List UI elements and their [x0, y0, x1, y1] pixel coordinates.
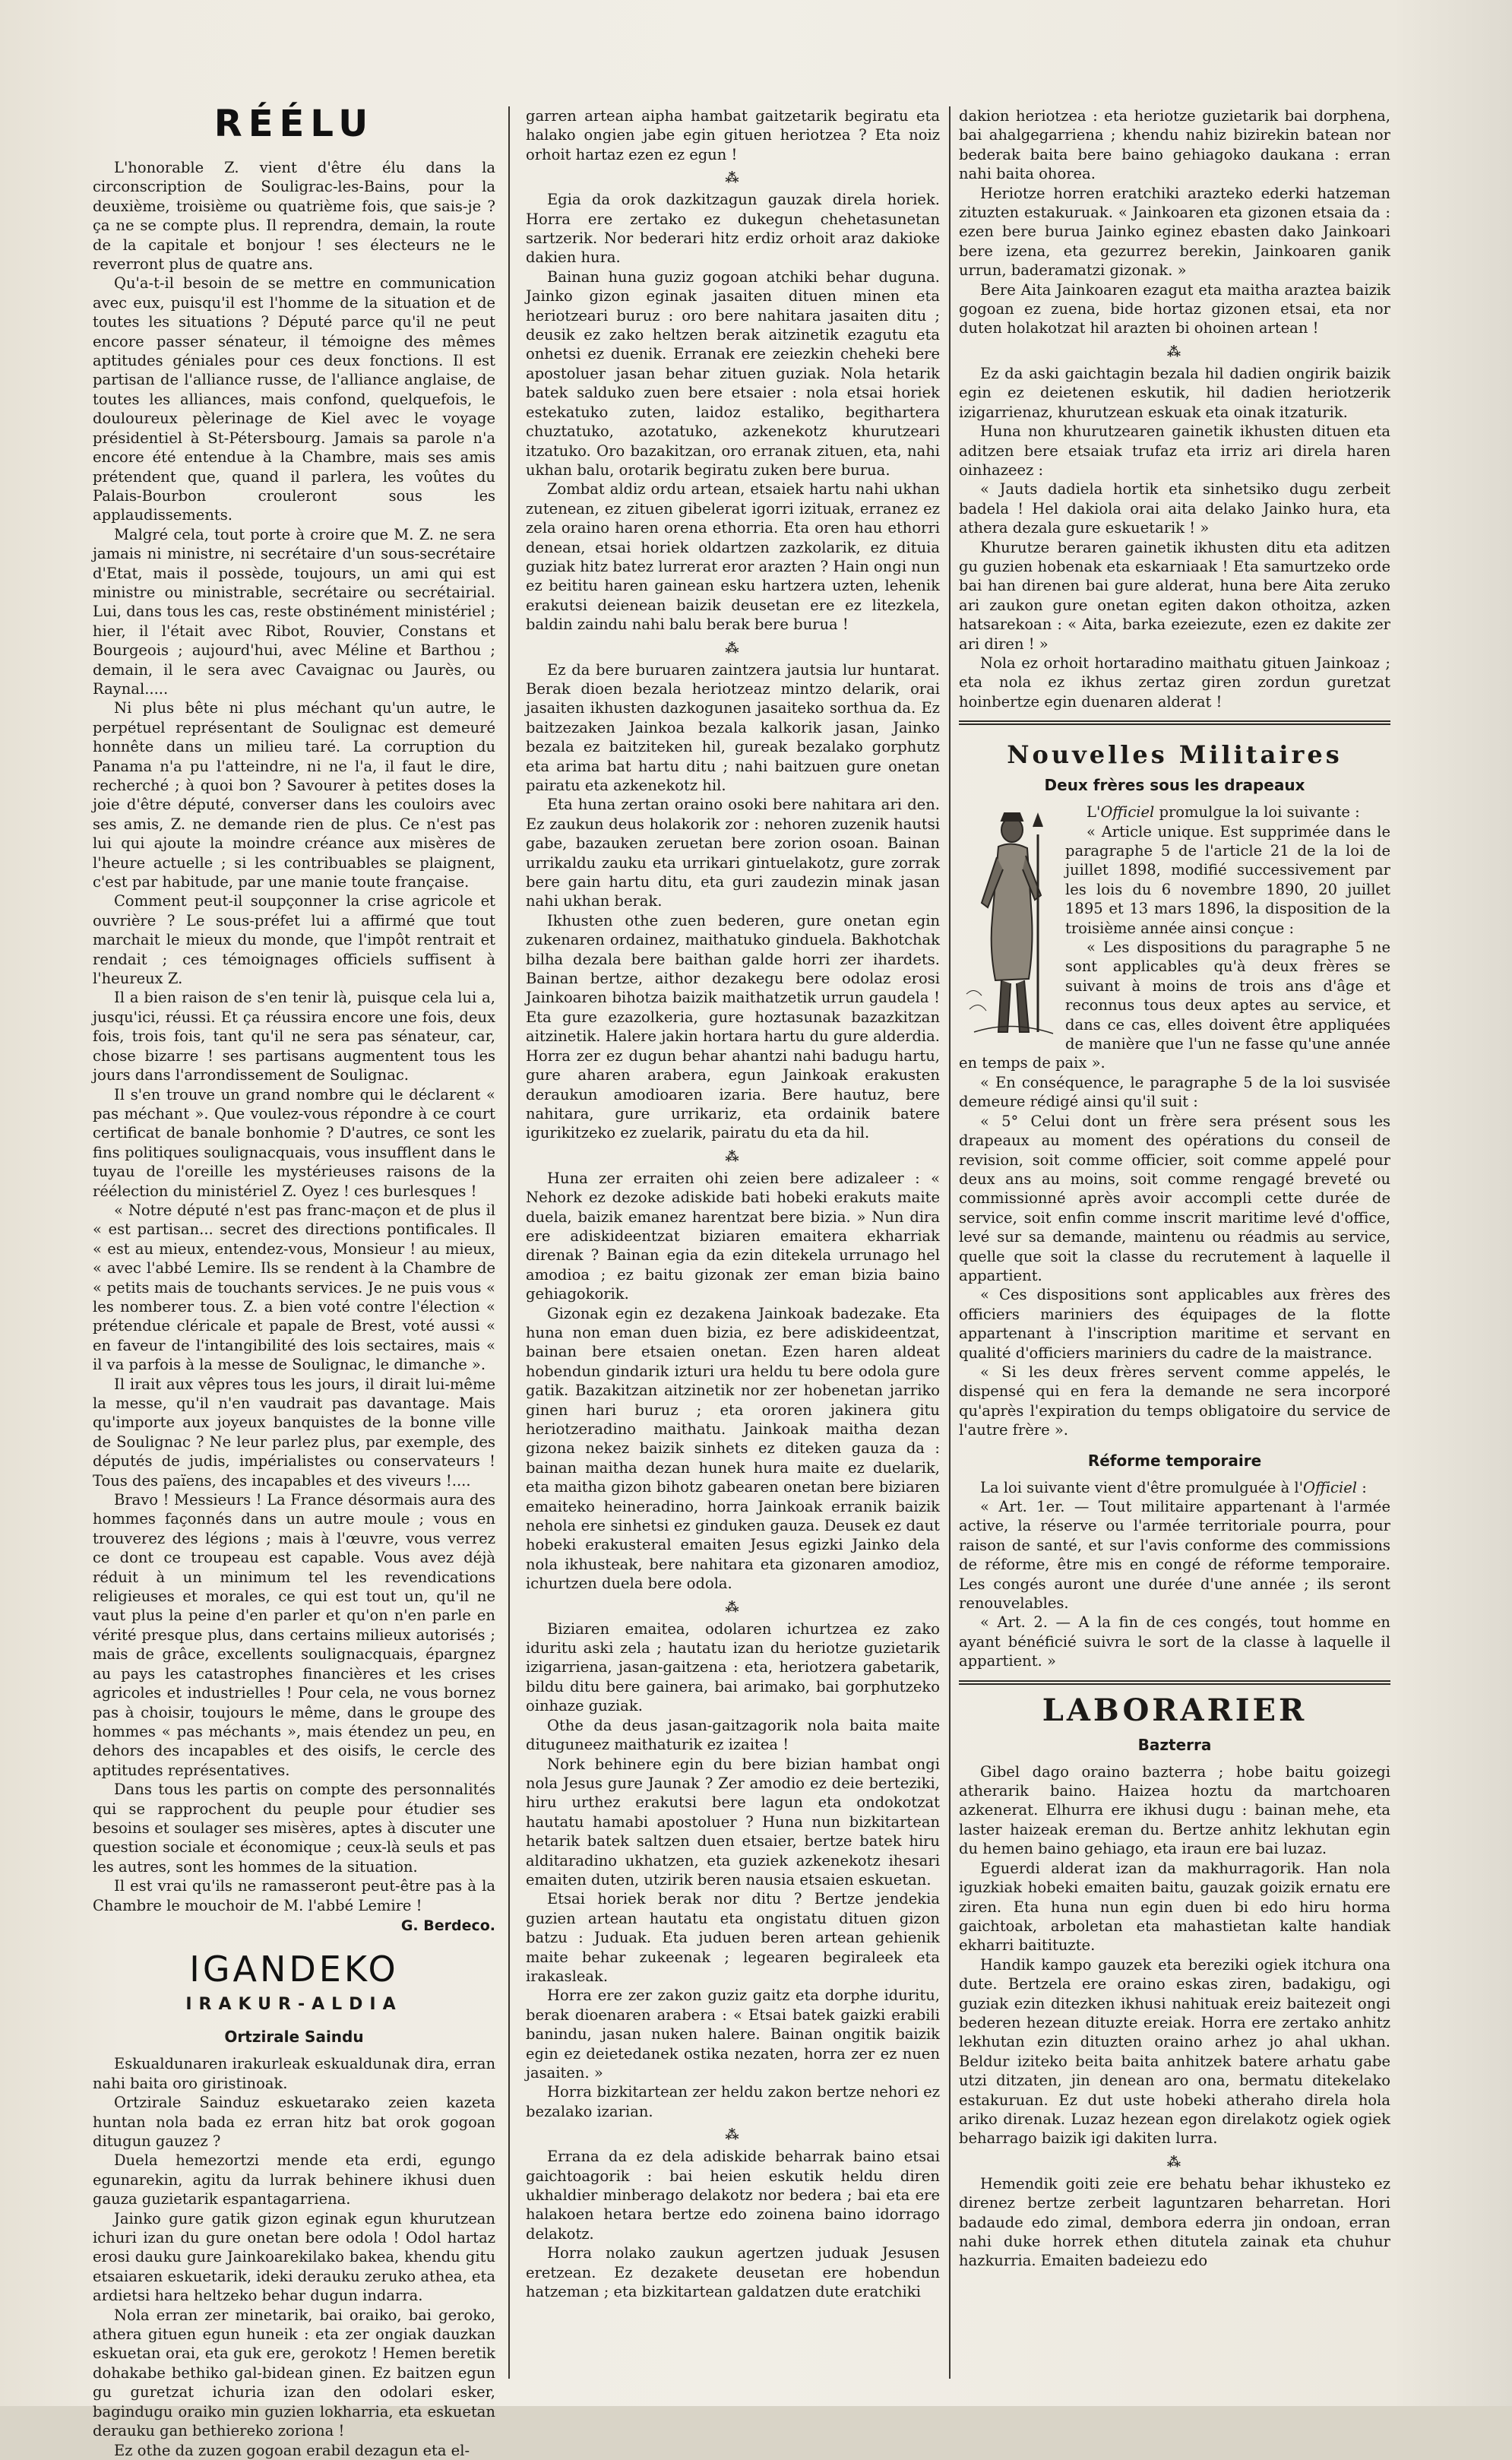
article-paragraph: [959, 1478, 1390, 1497]
reelu-headline: RÉÉLU: [214, 103, 375, 145]
column-rule-left: [508, 106, 510, 2379]
article-paragraph: Errana da ez dela adiskide beharrak baino etsai gaichtoagorik : bai heien eskutik heldu diren ukhaldier minberago delakotz nor bedera ; bai eta ere halakoen hetara bertze edo zoinena baino idorrago delakotz.: [526, 2148, 940, 2243]
article-paragraph: Ortzirale Sainduz eskuetarako zeien kazeta huntan nola bada ez erran hitz bat orok gogoan ditugun gauzez ?: [93, 2094, 495, 2150]
article-paragraph: Bainan huna guziz gogoan atchiki behar duguna. Jainko gizon eginak jasaiten dituen minen eta heriotzeari buruz : oro bere nahitara jasaiten ditu ; deusik ez zako heltzen berak aitzinetik ezagutu eta onhetsi ez duenik. Erranak ere zeiezkin cheheki bere apostoluer jasan behar zituen guziak. Nola hetarik batek salduko zuen bere etsaier : nola etsai horiek estekatuko zuten, laidoz estaliko, begithartera chuztatuko, azotatuko, azkenekotz khurutzeari itzatuko. Oro bazakitzan, oro erranak zituen, eta, nahi ukhan balu, orotarik begiratu zuken bere burua.: [526, 268, 940, 479]
article-paragraph: Malgré cela, tout porte à croire que M. Z. ne sera jamais ni ministre, ni secrétaire d'un sous-secrétaire d'Etat, mais il possède, toujours, un ami qui est ministre ou ministrable, secrétaire ou secrétairial. Lui, dans tous les cas, reste obstinément ministériel ; hier, il l'était avec Ribot, Rouvier, Constans et Bourgeois ; aujourd'hui, avec Méline et Barthou ; demain, il le sera avec Cavaignac ou Jaurès, ou Raynal.....: [93, 525, 495, 698]
asterism-divider: ⁂: [725, 1599, 741, 1616]
article-paragraph: Nola ez orhoit hortaradino maithatu gituen Jainkoaz ; eta nola ez ikhus zertaz giren zordun guretzat hoinbertze egin duenaren alderat !: [959, 654, 1390, 711]
asterism-divider: ⁂: [725, 1148, 741, 1165]
reelu-article: [93, 158, 495, 1936]
irakur-aldia-headline: IRAKUR-ALDIA: [185, 1995, 403, 2015]
asterism-divider: ⁂: [725, 640, 741, 657]
article-paragraph: Qu'a-t-il besoin de se mettre en communication avec eux, puisqu'il est l'homme de la situation et de toutes les situations ? Député parce qu'il ne peut encore passer sénateur, il témoigne des mêmes aptitudes géniales pour ces deux fonctions. Il est partisan de l'alliance russe, de l'alliance anglaise, de toutes les alliances, mais confond, quelquefois, le douloureux pèlerinage de Kiel avec le voyage présidentiel à St-Pétersbourg. Jamais sa parole n'a encore été entendue à la Chambre, mais ses amis prétendent que, quand il parlera, les voûtes du Palais-Bourbon crouleront sous les applaudissements.: [93, 274, 495, 524]
laborarier-headline: LABORARIER: [1042, 1692, 1308, 1728]
article-paragraph: « Si les deux frères servent comme appelés, le dispensé qui en fera la demande ne sera incorporé qu'après l'expiration du temps obligatoire du service de l'autre frère ».: [959, 1363, 1390, 1439]
intro-journal-name: Officiel: [1303, 1478, 1357, 1496]
article-paragraph: Horra ere zer zakon guziz gaitz eta dorphe iduritu, berak dioenaren arabera : « Etsai batek gaizki erabili banindu, jasan nuken halere. Bainan ongitik baizik egin ez deietedanek ostika nezaten, horra zer ez nuen jasaiten. »: [526, 1987, 940, 2082]
article-paragraph: « Notre député n'est pas franc-maçon et de plus il « est partisan... secret des directions pontificales. Il « est au mieux, entendez-vous, Monsieur ! au mieux, « avec l'abbé Lemire. Ils se rendent à la Chambre de « petits mais de touchants services. Je ne puis vous « les nomberer tous. Z. a bien voté contre l'élection « prétendue cléricale et papale de Brest, voté aussi « en faveur de l'intangibilité des lois sectaires, mais « il va parfois à la messe de Soulignac, le dimanche ».: [93, 1201, 495, 1374]
article-paragraph: Ni plus bête ni plus méchant qu'un autre, le perpétuel représentant de Soulignac est demeuré honnête dans un milieu taré. La corruption du Panama n'a pu l'atteindre, ni ne l'a, il faut le dire, recherché ; à quoi bon ? Savourer à petites doses la joie d'être député, converser dans les couloirs avec ses amis, Z. ne demande rien de plus. Ce n'est pas lui qui ajoute la moindre créance aux misères de l'heure actuelle ; si les contribuables se plaignent, c'est par habitude, par une manie toute française.: [93, 699, 495, 891]
intro-text: promulgue la loi suivante :: [1154, 803, 1360, 822]
article-paragraph: garren artean aipha hambat gaitzetarik begiratu eta halako ongien jabe egin gituen heriotzea ? Eta noiz orhoit hartaz ezen ez egun !: [526, 107, 940, 163]
article-paragraph: Huna zer erraiten ohi zeien bere adizaleer : « Nehork ez dezoke adiskide bati hobeki erakuts maite duela, baizik emanez harentzat bere bizia. » Nun dira ere adiskideentzat biziaren emaitera ekharriak direnak ? Bainan egia da ezin ditekela urrunago hel amodioa ; ez baitu gizonak zer eman bizia baino gehiagokorik.: [526, 1169, 940, 1303]
article-paragraph: « Les dispositions du paragraphe 5 ne sont applicables qu'à deux frères se suivant à moins de trois ans d'âge et reconnus tous deux aptes au service, et dans ce cas, elles doivent être appliquées de manière que l'un ne fasse qu'une année en temps de paix ».: [959, 939, 1390, 1072]
article-paragraph: Khurutze beraren gainetik ikhusten ditu eta aditzen gu guzien hobenak eta eskarniaak ! Eta samurtzeko orde bai han direnen bai gure alderat, huna bere Aita zeruko ari zaukon gure onetan egiten dakon othoitza, azken hatsarekoan : « Aita, barka ezeiezute, ezen ez dakite zer ari diren ! »: [959, 538, 1390, 653]
article-paragraph: Gibel dago oraino bazterra ; hobe baitu goizegi atherarik baino. Haizea hoztu da martchoaren azkenerat. Elhurra ere ikhusi dugu : bainan mehe, eta laster haizeak ereman du. Bertze anhitz lekhutan egin du hemen baino gehiago, eta iraun ere bai luzaz.: [959, 1762, 1390, 1858]
column-rule-right: [949, 106, 951, 2379]
column-right: [959, 106, 1390, 2386]
article-signature: G. Berdeco.: [400, 1917, 495, 1934]
asterism-divider: ⁂: [725, 2127, 741, 2144]
article-paragraph: Horra bizkitartean zer heldu zakon bertze nehori ez bezalako izarian.: [526, 2083, 940, 2120]
deux-freres-subhead: Deux frères sous les drapeaux: [1044, 776, 1305, 795]
article-paragraph: « 5° Celui dont un frère sera présent sous les drapeaux au moment des opérations du conseil de revision, soit comme officier, soit comme appelé pour deux ans au moins, soit comme rengagé breveté ou commissionné après avoir accompli cette durée de service, soit enfin comme inscrit maritime levé d'office, levé sur sa demande, maintenu ou réadmis au service, quelle que soit la classe du recrutement à laquelle il appartient.: [959, 1112, 1390, 1284]
article-paragraph: Dans tous les partis on compte des personnalités qui se rapprochent du peuple pour étudier ses besoins et soulager ses misères, aptes à discuter une question sociale et économique ; ceux-là seuls et pas les autres, sont les hommes de la situation.: [93, 1781, 495, 1876]
article-paragraph: Ikhusten othe zuen bederen, gure onetan egin zukenaren ordainez, maithatuko ginduela. Bakhotchak bilha dezala bere baithan galde horri zer ihardets. Bainan bertze, aithor dezakegu bere odolaz erosi Jainkoaren bihotza baizik maithatzetik urrun gaudela ! Eta gure ezazolkeria, gure hoztasunak bazazkitzan aitzinetik. Halere jakin hortara hartu du gure alderdia. Horra zer ez dugun behar ahantzi nahi badugu hartu, gure aharen arabera, egun Jainkoak erakusten deraukun amodioaren izaria. Bere hautuz, bere nahitara, gure urrikariz, eta ordainik batere igurikitzeko ez zuelarik, pairatu du eta da hil.: [526, 911, 940, 1142]
igandeko-headline: IGANDEKO: [189, 1949, 399, 1990]
article-paragraph: Bere Aita Jainkoaren ezagut eta maitha araztea baizik gogoan ez zuena, bide hortaz gizonen etsai, eta nor duten holakotzat hil arazten bi ohoinen artean !: [959, 280, 1390, 337]
article-paragraph: Ez othe da zuzen gogoan erabil dezagun eta el-: [114, 2441, 470, 2459]
asterism-divider: ⁂: [1166, 344, 1183, 360]
article-paragraph: Etsai horiek berak nor ditu ? Bertze jendekia guzien artean hautatu eta ongistatu dituen gizon batzu : Juduak. Eta juduen beren artean gehienik maite behar zukeenak ; legearen begiraleek eta irakasleak.: [526, 1890, 940, 1985]
article-paragraph: Huna non khurutzearen gainetik ikhusten dituen eta aditzen bere etsaiak trufaz eta irriz ari direla haren oinhazeez :: [959, 423, 1390, 479]
article-paragraph: Il irait aux vêpres tous les jours, il dirait lui-même la messe, qu'il n'en vaudrait pas davantage. Mais qu'importe aux joyeux banquistes de la bonne ville de Soulignac ? Ne leur parlez plus, par exemple, des députés de judis, impérialistes ou conservateurs ! Tous des païens, des incapables et des viveurs !....: [93, 1375, 495, 1490]
soldier-figure-icon: [959, 804, 1058, 1040]
bazterra-subhead: Bazterra: [1137, 1735, 1212, 1754]
article-paragraph: « Jauts dadiela hortik eta sinhetsiko dugu zerbeit badela ! Hel dakiola orai aita delako Jainko hura, eta athera dezala gure eskuetarik ! »: [959, 480, 1390, 537]
intro-text: La loi suivante vient d'être promulguée à l': [980, 1478, 1304, 1496]
section-divider: [959, 1680, 1390, 1685]
nouvelles-militaires-headline: Nouvelles Militaires: [1007, 740, 1343, 770]
article-paragraph: « En conséquence, le paragraphe 5 de la loi susvisée demeure rédigé ainsi qu'il suit :: [959, 1073, 1390, 1111]
article-paragraph: « Article unique. Est supprimée dans le paragraphe 5 de l'article 21 de la loi de juillet 1898, modifié successivement par les lois du 6 novembre 1890, 20 juillet 1895 et 13 mars 1896, la disposition de la troisième année ainsi conçue :: [1065, 822, 1390, 937]
article-paragraph: « Art. 2. — A la fin de ces congés, tout homme en ayant bénéficié suivra le sort de la classe à laquelle il appartient. »: [959, 1613, 1390, 1670]
article-paragraph: Handik kampo gauzek eta bereziki ogiek itchura ona dute. Bertzela ere oraino eskas ziren, badakigu, ogi guziak ezin ditezken ikhusi nahituak ereiz baitezeit ongi bederen hezean dituzte ereiak. Horra ere zertako anhitz lekhutan ezin dituzten oraino arhez jo ahal ukhan. Beldur iziteko beita baita anhitzek batere arhatu gabe utzi ditzaten, jin denean aro ona, bermatu ditekelako estakuruan. Ez dut uste hobeki atheraho direla hola ariko direnak. Luzaz hezean egon direlakotz ogiek ogiek beharrago baizik igi dakiten lurra.: [959, 1955, 1390, 2148]
article-paragraph: Nork behinere egin du bere bizian hambat ongi nola Jesus gure Jaunak ? Zer amodio ez deie berteziki, hiru urthez erakutsi bere lagun eta ondokotzat hautatu hamabi apostoluer ? Huna nun bizkitartean hetarik batek saltzen duen etsaier, bertze batek hiru alditaradino ukhatzen, eta guziek azkenekotz ihesari emaiten duten, utzirik beren nausia etsaien eskuetan.: [526, 1755, 940, 1889]
article-paragraph: dakion heriotzea : eta heriotze guzietarik bai dorphena, bai ahalgegarriena ; khendu nahiz bizirekin batean nor bederak baita bere baino gehiagoko daukana : erran nahi baita ohorea.: [959, 107, 1390, 183]
asterism-divider: ⁂: [1166, 2154, 1183, 2170]
article-paragraph: Egia da orok dazkitzagun gauzak direla horiek. Horra ere zertako ez dukegun chehetasunetan sartzerik. Nor bederari hitz erdiz orhoit araz dakioke dakien hura.: [526, 191, 940, 267]
article-paragraph: Il s'en trouve un grand nombre qui le déclarent « pas méchant ». Que voulez-vous répondre à ce court certificat de banale bonhomie ? D'autres, ce sont les fins politiques soulignacquais, vous insufflent dans le tuyau de l'oreille les mystérieuses raisons de la réélection du ministériel Z. Oyez ! ces burlesques !: [93, 1085, 495, 1200]
article-paragraph: Ez da aski gaichtagin bezala hil dadien ongirik baizik egin ez deietenen eskutik, hil dadien heriotzerik izigarrienaz, khurutzean eskuak eta oinak itzaturik.: [959, 364, 1390, 421]
article-paragraph: Eskualdunaren irakurleak eskualdunak dira, erran nahi baita oro giristinoak.: [93, 2055, 495, 2092]
ortzirale-saindu-subhead: Ortzirale Saindu: [224, 2028, 364, 2047]
soldier-illustration: [959, 804, 1058, 1040]
article-paragraph: Bravo ! Messieurs ! La France désormais aura des hommes façonnés dans un autre moule ; vous en trouverez des légions ; mais à l'œuvre, vous verrez ce dont ce troupeau est capable. Vous avez déjà réduit à un minimum tel les revendications religieuses et morales, ce qui est tout un, qu'il ne vaut plus la peine d'en parler et qu'on n'en parle en vérité presque plus, dans certains milieux autorisés ; mais de grâce, excellents soulignacquais, épargnez au pays les catastrophes financières et les crises agricoles et industrielles ! Pour cela, ne vous bornez pas à choisir, toujours le même, dans le groupe des hommes « pas méchants », mais étendez un peu, en dehors des incapables et des oisifs, le cercle des aptitudes représentatives.: [93, 1491, 495, 1779]
article-paragraph: Ez da bere buruaren zaintzera jautsia lur huntarat. Berak dioen bezala heriotzeaz mintzo delarik, orai jasaiten ikhusten dazkogunen jasaiteko sorthua da. Ez baitzezaken Jainkoa bezala kalkorik jasan, Jainko bezala ez baitziteken hil, gureak bezalako gorphutz eta arima bat hartu ditu ; nahi baitzuen gure onetan pairatu eta azkenekotz hil.: [526, 660, 940, 794]
article-paragraph: Biziaren emaitea, odolaren ichurtzea ez zako iduritu aski zela ; hautatu izan du heriotze guzietarik izigarriena, jasan-gaitzena : eta, heriotzera gabetarik, bildu ditu bere gainera, bai arimako, bai gorphutzeko oinhaze guziak.: [526, 1619, 940, 1715]
article-paragraph: « Art. 1er. — Tout militaire appartenant à l'armée active, la réserve ou l'armée territoriale pourra, pour raison de santé, et sur l'avis conforme des commissions de réforme, être mis en congé de réforme temporaire. Les congés auront une durée d'une année ; ils seront renouvelables.: [959, 1498, 1390, 1613]
article-paragraph: Gizonak egin ez dezakena Jainkoak badezake. Eta huna non eman duen bizia, ez bere adiskideentzat, bainan bere etsaien onetan. Ezen haren aldeat hobendun gindarik izturi ura heldu tu bere odola gure gatik. Bazakitzan aitzinetik nor zer hobenetan jarriko ginen hari buruz ; eta ororen jakinera gitu heriotzeradino maithatu. Jainkoak maitha dezan gizona nekez baizik sinhets ez diteken gauza da : bainan maitha dezan hunek hura maite ez duelarik, eta maitha gizon bihotz gabearen onetan bere biziaren emaiteko heineradino, horra Jainkoak erranik baizik nehola ere sinhetsi ez ginduken gauza. Deusek ez daut hobeki erakusteral emaiten Jesus egizki Jainko dela nola ikhusteak, bere nahitara eta gizonaren amodioz, ichurtzen duela bere odola.: [526, 1304, 940, 1593]
article-paragraph: Il est vrai qu'ils ne ramasseront peut-être pas à la Chambre le mouchoir de M. l'abbé Lemire !: [93, 1877, 495, 1914]
article-paragraph: Il a bien raison de s'en tenir là, puisque cela lui a, jusqu'ici, réussi. Et ça réussira encore une fois, deux fois, trois fois, tant qu'il ne sera pas sénateur, car, chose bizarre ! ses partisans augmentent tous les jours dans l'arrondissement de Soulignac.: [93, 989, 495, 1084]
section-divider: [959, 720, 1390, 725]
column-left: [93, 103, 495, 2459]
intro-text: :: [1357, 1478, 1367, 1496]
column-middle: [526, 106, 940, 2386]
article-paragraph: « Ces dispositions sont applicables aux frères des officiers mariniers des équipages de la flotte appartenant à l'inscription maritime et servant en qualité d'officiers mariniers du cadre de la maistrance.: [959, 1286, 1390, 1362]
article-paragraph: Duela hemezortzi mende eta erdi, egungo egunarekin, agitu da lurrak behinere ikhusi duen gauza guzietarik espantagarriena.: [93, 2151, 495, 2208]
article-paragraph: Hemendik goiti zeie ere behatu behar ikhusteko ez direnez bertze zerbeit laguntzaren beharretan. Hori badaude edo zimal, dembora ederra jin ondoan, erran nahi duke horrek ethen ditutela zainak eta chuhur hazkurria. Emaiten badeiezu edo: [959, 2174, 1390, 2270]
article-paragraph: Comment peut-il soupçonner la crise agricole et ouvrière ? Le sous-préfet lui a affirmé que tout marchait le mieux du monde, que l'impôt rentrait et rendait ; ces témoignages officiels suffisent à l'heureux Z.: [93, 892, 495, 988]
article-paragraph: Heriotze horren eratchiki arazteko ederki hatzeman zituzten estakuruak. « Jainkoaren eta gizonen etsaia da : ezen bere burua Jainko eginez ebasten dako Jainkoari bere izena, eta gezurrez berekin, Jainkoaren ganik urrun, baderamatzi gizonak. »: [959, 184, 1390, 280]
intro-journal-name: Officiel: [1100, 803, 1155, 822]
igandeko-article: [93, 2054, 495, 2460]
article-paragraph: Eguerdi alderat izan da makhurragorik. Han nola iguzkiak hobeki emaiten baitu, gauzak goizik ernatu ere ziren. Eta huna nun egin duen bi edo hiru horma gaichtoak, arboletan eta mahastietan kalte handiak ekharri baitituzte.: [959, 1859, 1390, 1955]
asterism-divider: ⁂: [725, 170, 741, 187]
article-paragraph: Horra nolako zaukun agertzen juduak Jesusen eretzean. Ez dezakete deusetan ere hobendun hatzeman ; eta bizkitartean galdatzen dute eratchiki: [526, 2244, 940, 2301]
article-paragraph: Zombat aldiz ordu artean, etsaiek hartu nahi ukhan zutenean, ez zituen gibelerat igorri izituak, erranez ez zela oraino haren orena ethorria. Eta oren hau ethorri denean, etsai horiek oldartzen zazkolarik, ez dituia guziak hitz batez lurrerat eror arazten ? Hain ongi nun ez beititu haren gainean esku hartzera uzten, lehenik erakutsi deienean baizik deusetan ere ez litezkela, baldin zaindu nahi balu berak bere burua !: [526, 480, 940, 634]
article-paragraph: Jainko gure gatik gizon eginak egun khurutzean ichuri izan du gure onetan bere odola ! Odol hartaz erosi dauku gure Jainkoarekilako bakea, khendu gitu etsaiaren eskuetarik, ideki derauku zeruko athea, eta ardietsi hara heltzeko behar dugun indarra.: [93, 2209, 495, 2305]
reforme-temporaire-subhead: Réforme temporaire: [1087, 1451, 1262, 1470]
article-paragraph: Nola erran zer minetarik, bai oraiko, bai geroko, athera gituen egun huneik : eta zer ongiak dauzkan eskuetan orai, eta guk ere, gerokotz ! Hemen beretik dohakabe bethiko gal-bidean ginen. Ez baitzen egun gu guretzat ichuria izan den odolari esker, bagindugu oraiko min guzien lokharria, eta eskuetan derauku gan bethiereko zoriona !: [93, 2306, 495, 2440]
article-paragraph: L'honorable Z. vient d'être élu dans la circonscription de Souligrac-les-Bains, pour la deuxième, troisième ou quatrième fois, que sais-je ? ça ne se compte plus. Il reprendra, demain, la route de la capitale et bonjour ! ses électeurs ne le reverront plus de quatre ans.: [93, 159, 495, 274]
article-paragraph: Eta huna zertan oraino osoki bere nahitara ari den. Ez zaukun deus holakorik zor : nehoren zuzenik hautsi gabe, bazauken zeruetan bere zorion osoan. Bainan urrikaldu zauku eta urrikari gintuelakotz, gure zorrak bere gain hartu ditu, eta guri zaudezin minak jasan nahi ukhan berak.: [526, 796, 940, 910]
intro-text: L': [1087, 803, 1101, 822]
article-paragraph: Othe da deus jasan-gaitzagorik nola baita maite dituguneez maithaturik ez izaitea !: [526, 1716, 940, 1754]
